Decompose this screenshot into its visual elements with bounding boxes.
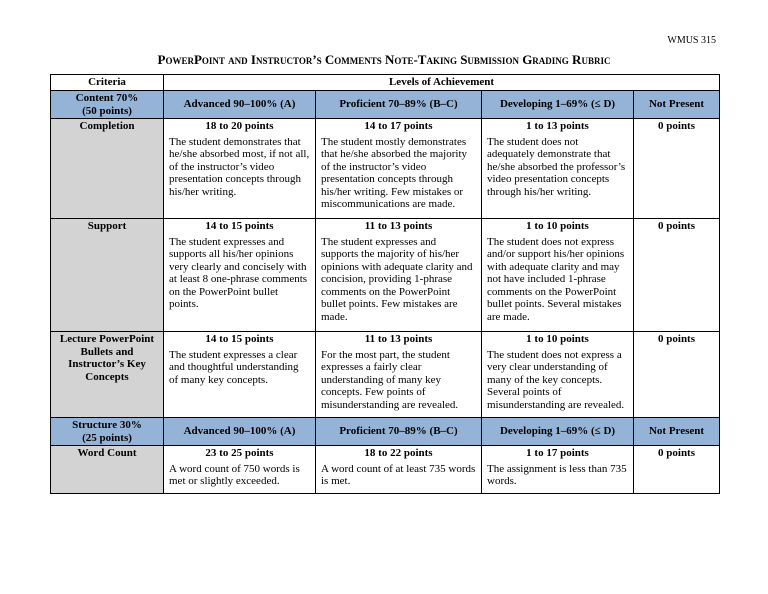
cell-developing: 1 to 10 points The student does not express and/or support his/her opinions with adequate clarity and may not have included 1-phrase comments on the PowerPoint bullet points. Several mistakes are made.: [482, 219, 634, 332]
cell-developing: 1 to 17 points The assignment is less than 735 words.: [482, 446, 634, 494]
level-label-not-present: Not Present: [634, 91, 720, 119]
criterion-support: Support: [51, 219, 164, 332]
cell-not-present: 0 points: [634, 119, 720, 219]
cell-developing: 1 to 13 points The student does not adequately demonstrate that he/she absorbed the professor’s video presentation concepts through his/her writing.: [482, 119, 634, 219]
rubric-title: PowerPoint and Instructor’s Comments Note-Taking Submission Grading Rubric: [157, 52, 611, 67]
table-row-completion: [51, 119, 720, 219]
section-row-structure: [51, 418, 720, 446]
level-label-not-present: Not Present: [634, 418, 720, 446]
level-label-developing: Developing 1–69% (≤ D): [482, 418, 634, 446]
criterion-word-count: Word Count: [51, 446, 164, 494]
cell-proficient: 14 to 17 points The student mostly demonstrates that he/she absorbed the majority of the instructor’s video presentation concepts through his/her writing. Few mistakes or miscommunications are made.: [316, 119, 482, 219]
cell-not-present: 0 points: [634, 219, 720, 332]
criterion-key-concepts: Lecture PowerPoint Bullets and Instructor’s Key Concepts: [51, 332, 164, 418]
cell-advanced: 14 to 15 points The student expresses and supports all his/her opinions very clearly and concisely with at least 8 one-phrase comments on the PowerPoint bullet points.: [164, 219, 316, 332]
cell-developing: 1 to 10 points The student does not express a very clear understanding of many of the key concepts. Several points of misunderstanding are revealed.: [482, 332, 634, 418]
table-row-key-concepts: [51, 332, 720, 418]
level-label-proficient: Proficient 70–89% (B–C): [316, 418, 482, 446]
section-row-content: [51, 91, 720, 119]
table-row-support: [51, 219, 720, 332]
header-row: [51, 75, 720, 91]
cell-proficient: 11 to 13 points The student expresses and supports the majority of his/her opinions with adequate clarity and concision, providing 1-phrase comments on the PowerPoint bullet points. Few mistakes are made.: [316, 219, 482, 332]
cell-advanced: 14 to 15 points The student expresses a clear and thoughtful understanding of many key concepts.: [164, 332, 316, 418]
section-name: Content 70% (50 points): [51, 91, 164, 119]
cell-not-present: 0 points: [634, 332, 720, 418]
criteria-header: Criteria: [51, 75, 164, 91]
cell-advanced: 23 to 25 points A word count of 750 words is met or slightly exceeded.: [164, 446, 316, 494]
cell-not-present: 0 points: [634, 446, 720, 494]
level-label-proficient: Proficient 70–89% (B–C): [316, 91, 482, 119]
level-label-advanced: Advanced 90–100% (A): [164, 91, 316, 119]
table-row-word-count: [51, 446, 720, 494]
cell-advanced: 18 to 20 points The student demonstrates that he/she absorbed most, if not all, of the instructor’s video presentation concepts through his/her writing.: [164, 119, 316, 219]
level-label-advanced: Advanced 90–100% (A): [164, 418, 316, 446]
criterion-completion: Completion: [51, 119, 164, 219]
course-code: WMUS 315: [667, 35, 716, 46]
levels-header: Levels of Achievement: [164, 75, 720, 91]
level-label-developing: Developing 1–69% (≤ D): [482, 91, 634, 119]
rubric-table: [50, 74, 720, 494]
cell-proficient: 18 to 22 points A word count of at least 735 words is met.: [316, 446, 482, 494]
section-name: Structure 30% (25 points): [51, 418, 164, 446]
cell-proficient: 11 to 13 points For the most part, the student expresses a fairly clear understanding of many key concepts. Few points of misunderstanding are revealed.: [316, 332, 482, 418]
